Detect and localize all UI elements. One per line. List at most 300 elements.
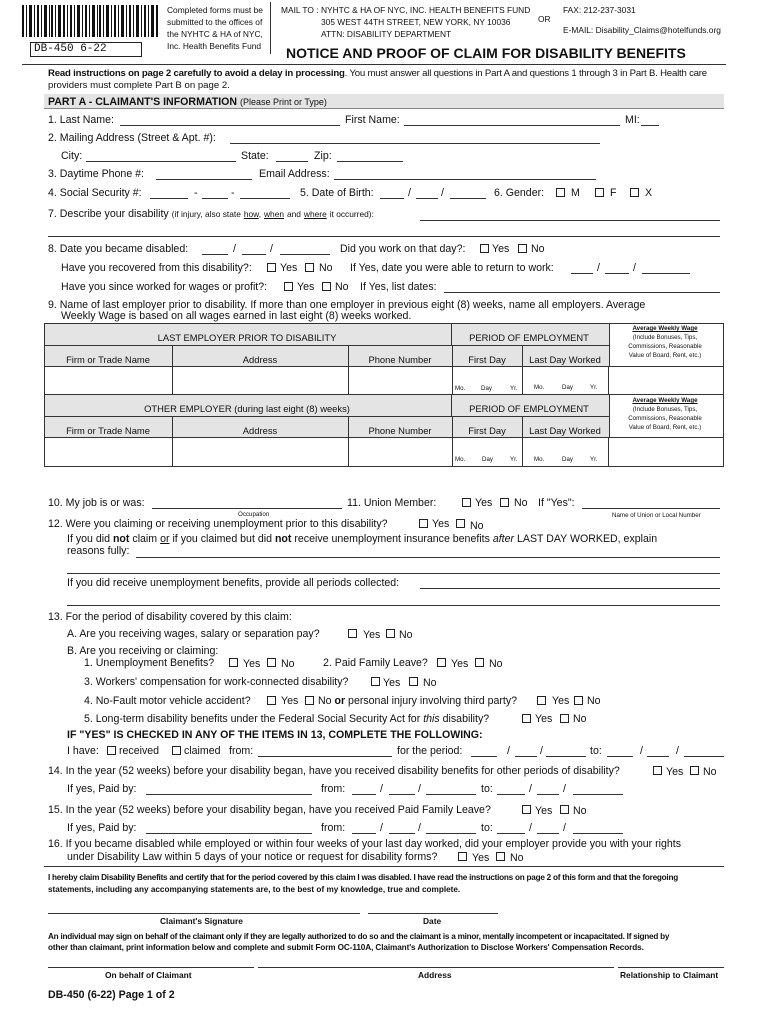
q13b4-third-no-checkbox[interactable] bbox=[574, 696, 583, 705]
first-day-mo-2: Mo. bbox=[455, 456, 466, 463]
first-day-yr-1: Yr. bbox=[510, 385, 518, 392]
address-header-1: Address bbox=[242, 354, 278, 365]
claimant-signature-label: Claimant's Signature bbox=[160, 916, 243, 926]
col-divider-1d bbox=[522, 345, 523, 395]
from-label: from: bbox=[229, 745, 254, 757]
q13b4-text-a: 4. No-Fault motor vehicle accident? bbox=[84, 695, 251, 707]
part-a-subtitle: (Please Print or Type) bbox=[240, 97, 327, 107]
return-date-slash-2: / bbox=[633, 262, 636, 274]
page-footer: DB-450 (6-22) Page 1 of 2 bbox=[48, 989, 175, 1001]
ssn-field-3[interactable] bbox=[240, 198, 290, 199]
email-address: E-MAIL: Disability_Claims@hotelfunds.org bbox=[563, 25, 721, 35]
gender-label: 6. Gender: bbox=[494, 187, 545, 199]
work-that-day-yes-label: Yes bbox=[492, 243, 510, 255]
q14-to-slash-1: / bbox=[529, 783, 532, 795]
q7-and: and bbox=[286, 209, 301, 219]
q12-text-e: LAST DAY WORKED, explain bbox=[517, 533, 658, 545]
q13-if-yes-heading: IF "YES" IS CHECKED IN ANY OF THE ITEMS IN 13, COMPLETE THE FOLLOWING: bbox=[67, 729, 483, 741]
dob-day[interactable] bbox=[416, 198, 438, 199]
q13b2-no-label: No bbox=[489, 658, 503, 670]
q9-line-2: Weekly Wage is based on all wages earned in last eight (8) weeks worked. bbox=[61, 310, 412, 322]
return-date-label: If Yes, date you were able to return to work: bbox=[350, 262, 554, 274]
q12-not: not bbox=[112, 533, 130, 545]
q13b1-no-label: No bbox=[281, 658, 295, 670]
mail-to-line-3: ATTN: DISABILITY DEPARTMENT bbox=[321, 29, 452, 39]
q12-after: after bbox=[492, 533, 515, 545]
phone-input-1[interactable] bbox=[349, 367, 451, 394]
barcode bbox=[22, 5, 158, 37]
q14-no-checkbox[interactable] bbox=[690, 766, 699, 775]
q12-label: 12. Were you claiming or receiving unemployment prior to this disability? bbox=[48, 518, 388, 530]
ssn-field-2[interactable] bbox=[202, 198, 228, 199]
q7-how: how bbox=[243, 209, 259, 219]
intro-rest: . You must answer all questions in Part A and questions 1 through 3 in Part B. Health care bbox=[344, 68, 707, 79]
q13b4-third-yes-checkbox[interactable] bbox=[537, 696, 546, 705]
address-input-2[interactable] bbox=[173, 439, 347, 466]
city-field[interactable] bbox=[86, 161, 236, 162]
ssn-dash-2: - bbox=[231, 187, 235, 199]
state-label: State: bbox=[241, 150, 269, 162]
job-field[interactable] bbox=[152, 508, 342, 509]
q14-paid-by-field[interactable] bbox=[146, 794, 312, 795]
q13b2-no-checkbox[interactable] bbox=[475, 658, 484, 667]
first-name-field[interactable] bbox=[404, 125, 620, 126]
list-dates-field[interactable] bbox=[444, 292, 720, 293]
period-of-employment-2: PERIOD OF EMPLOYMENT bbox=[469, 403, 589, 414]
mi-label: MI: bbox=[625, 114, 640, 126]
q14-label: 14. In the year (52 weeks) before your disability began, have you received disability benefits for other periods of disability? bbox=[48, 765, 620, 777]
q13b1-yes-checkbox[interactable] bbox=[229, 658, 238, 667]
date-disabled-label: 8. Date you became disabled: bbox=[48, 243, 189, 255]
behalf-address-label: Address bbox=[418, 970, 452, 980]
q16-no-label: No bbox=[510, 852, 524, 864]
last-day-yr-1: Yr. bbox=[590, 384, 598, 391]
other-employer-title: OTHER EMPLOYER (during last eight (8) weeks) bbox=[144, 403, 350, 414]
zip-label: Zip: bbox=[314, 150, 332, 162]
list-dates-label: If Yes, list dates: bbox=[360, 281, 437, 293]
q14-to-year[interactable] bbox=[573, 794, 623, 795]
gender-f-label: F bbox=[610, 187, 617, 199]
q12-text-a: If you did bbox=[67, 533, 110, 545]
q13b4-no-label: No bbox=[318, 695, 332, 707]
recovered-yes-label: Yes bbox=[280, 262, 298, 274]
last-employer-title: LAST EMPLOYER PRIOR TO DISABILITY bbox=[157, 332, 337, 343]
recovered-no-label: No bbox=[319, 262, 333, 274]
received-checkbox[interactable] bbox=[107, 746, 116, 755]
q15-from-year[interactable] bbox=[426, 833, 476, 834]
relationship-label: Relationship to Claimant bbox=[620, 970, 719, 980]
period-from-day[interactable] bbox=[515, 756, 537, 757]
part-a-title bbox=[48, 96, 327, 109]
q7-text-a: 7. Describe your disability bbox=[48, 208, 169, 220]
q14-to-label: to: bbox=[481, 783, 493, 795]
form-code: DB-450 6-22 bbox=[34, 43, 107, 55]
q15-from-slash-1: / bbox=[380, 822, 383, 834]
title-rule bbox=[22, 64, 726, 65]
q12-no-label: No bbox=[470, 520, 484, 532]
first-day-mo-1: Mo. bbox=[455, 385, 466, 392]
q13b5-this: this bbox=[423, 713, 440, 725]
instructions-line-1: Completed forms must be bbox=[167, 5, 263, 15]
form-code-box bbox=[30, 42, 142, 57]
phone-input-2[interactable] bbox=[349, 439, 451, 466]
date-disabled-year[interactable] bbox=[280, 254, 330, 255]
avg-wage-sub-2b: Commissions, Reasonable bbox=[628, 415, 702, 422]
recovered-no-checkbox[interactable] bbox=[305, 263, 314, 272]
behalf-line-2: other than claimant, print information below and complete and submit Form OC-110A, Claimant's Authorization to Disclose Workers' Compensation Records. bbox=[48, 943, 644, 952]
q13-label: 13. For the period of disability covered by this claim: bbox=[48, 611, 292, 623]
union-name-caption: Name of Union or Local Number bbox=[612, 512, 701, 519]
q16-line-2: under Disability Law within 5 days of your notice or request for disability forms? bbox=[67, 851, 438, 863]
q13b5-yes-checkbox[interactable] bbox=[522, 714, 531, 723]
work-that-day-yes-checkbox[interactable] bbox=[480, 244, 489, 253]
avg-wage-sub-2c: Value of Board, Rent, etc.) bbox=[628, 424, 702, 431]
last-day-day-1: Day bbox=[562, 384, 574, 391]
recovered-label: Have you recovered from this disability?: bbox=[61, 262, 252, 274]
q12-or: or bbox=[160, 533, 170, 545]
date-disabled-day[interactable] bbox=[242, 254, 266, 255]
q14-paid-by-label: If yes, Paid by: bbox=[67, 783, 137, 795]
disability-description-label bbox=[48, 208, 374, 221]
firm-header-2: Firm or Trade Name bbox=[66, 425, 150, 436]
q12-periods-field[interactable] bbox=[420, 588, 720, 589]
q13b5-no-checkbox[interactable] bbox=[560, 714, 569, 723]
claimed-label: claimed bbox=[184, 745, 221, 757]
received-label: received bbox=[119, 745, 160, 757]
q15-from-month[interactable] bbox=[352, 833, 376, 834]
period-from-slash-1: / bbox=[507, 745, 510, 757]
worked-since-yes-label: Yes bbox=[297, 281, 315, 293]
q12-no-checkbox[interactable] bbox=[456, 519, 465, 528]
state-field[interactable] bbox=[276, 161, 308, 162]
email-label: Email Address: bbox=[259, 168, 330, 180]
q7-comma: , bbox=[258, 209, 262, 219]
q13a-no-label: No bbox=[399, 629, 413, 641]
on-behalf-field[interactable] bbox=[48, 967, 254, 968]
q13b4-yes-label: Yes bbox=[281, 695, 299, 707]
job-label: 10. My job is or was: bbox=[48, 497, 145, 509]
period-to-slash-2: / bbox=[676, 745, 679, 757]
q7-occurred: it occurred): bbox=[329, 209, 374, 219]
q12-text-b: claim bbox=[132, 533, 158, 545]
dob-slash-2: / bbox=[441, 187, 444, 199]
wage-input-1[interactable] bbox=[609, 367, 722, 394]
q7-where: where bbox=[303, 209, 327, 219]
worked-since-yes-checkbox[interactable] bbox=[284, 282, 293, 291]
gender-m-checkbox[interactable] bbox=[556, 188, 565, 197]
q14-yes-checkbox[interactable] bbox=[653, 766, 662, 775]
dob-year[interactable] bbox=[450, 198, 486, 199]
q16-no-checkbox[interactable] bbox=[496, 852, 505, 861]
for-period-label: for the period: bbox=[397, 745, 463, 757]
q15-yes-label: Yes bbox=[535, 805, 553, 817]
dob-slash-1: / bbox=[408, 187, 411, 199]
ssn-dash-1: - bbox=[194, 187, 198, 199]
q13b4-no-or bbox=[318, 695, 517, 708]
phone-header-1: Phone Number bbox=[368, 354, 432, 365]
instructions-line-3: the NYHTC & HA of NYC, bbox=[167, 29, 263, 39]
first-day-header-1: First Day bbox=[468, 354, 506, 365]
q9-line-1: 9. Name of last employer prior to disability. If more than one employer in previous eight (8) weeks, name all employers. Average bbox=[48, 299, 646, 311]
period-to-year[interactable] bbox=[684, 756, 724, 757]
q16-line-1: 16. If you became disabled while employed or within four weeks of your last day worked, did your employer provide you with your rights bbox=[48, 838, 681, 850]
phone-header-2: Phone Number bbox=[368, 425, 432, 436]
behalf-line-1: An individual may sign on behalf of the claimant only if they are legally authorized to do so and the claimant is a minor, mentally incompetent or incapacitated. If signed by bbox=[48, 932, 670, 941]
last-day-header-1: Last Day Worked bbox=[529, 354, 601, 365]
worked-since-no-label: No bbox=[335, 281, 349, 293]
union-yes-label: Yes bbox=[475, 497, 493, 509]
q13a-yes-checkbox[interactable] bbox=[348, 629, 357, 638]
last-day-yr-2: Yr. bbox=[590, 456, 598, 463]
gender-x-label: X bbox=[645, 187, 653, 199]
recovered-yes-checkbox[interactable] bbox=[267, 263, 276, 272]
signature-date-label: Date bbox=[423, 916, 442, 926]
q13b1-no-checkbox[interactable] bbox=[267, 658, 276, 667]
q13b3-no-label: No bbox=[423, 677, 437, 689]
q15-to-slash-2: / bbox=[563, 822, 566, 834]
q12-reasons-label: reasons fully: bbox=[67, 545, 130, 557]
q13b4-text-c: personal injury involving third party? bbox=[348, 695, 518, 707]
first-name-label: First Name: bbox=[345, 114, 400, 126]
q15-from-day[interactable] bbox=[389, 833, 415, 834]
certify-line-2: statements, including any accompanying statements are, to the best of my knowledge, true and complete. bbox=[48, 885, 461, 894]
intro-line-2: providers must complete Part B on page 2. bbox=[48, 80, 230, 91]
mail-to-line-2: 305 WEST 44TH STREET, NEW YORK, NY 10036 bbox=[321, 17, 511, 27]
period-to-label: to: bbox=[590, 745, 602, 757]
relationship-field[interactable] bbox=[618, 967, 724, 968]
q15-from-slash-2: / bbox=[418, 822, 421, 834]
q12-line-2 bbox=[67, 533, 657, 546]
avg-wage-title-2: Average Weekly Wage bbox=[632, 397, 698, 404]
disability-description-field-2[interactable] bbox=[48, 236, 720, 237]
address-header-2: Address bbox=[242, 425, 278, 436]
q12-yes-label: Yes bbox=[432, 518, 450, 530]
work-that-day-no-checkbox[interactable] bbox=[518, 244, 527, 253]
behalf-address-field[interactable] bbox=[258, 967, 614, 968]
col-divider-2d bbox=[522, 417, 523, 467]
mi-field[interactable] bbox=[641, 125, 659, 126]
q16-yes-checkbox[interactable] bbox=[458, 852, 467, 861]
q14-yes-label: Yes bbox=[666, 766, 684, 778]
q13b5-text-c: disability? bbox=[442, 713, 490, 725]
firm-input-1[interactable] bbox=[45, 367, 171, 394]
zip-field[interactable] bbox=[337, 161, 403, 162]
worked-since-no-checkbox[interactable] bbox=[322, 282, 331, 291]
ssn-field-1[interactable] bbox=[150, 198, 188, 199]
firm-header-1: Firm or Trade Name bbox=[66, 354, 150, 365]
date-disabled-slash-1: / bbox=[233, 243, 236, 255]
q15-from-label: from: bbox=[321, 822, 346, 834]
q14-from-label: from: bbox=[321, 783, 346, 795]
avg-wage-sub-1c: Value of Board, Rent, etc.) bbox=[628, 352, 702, 359]
q13b4-third-no-label: No bbox=[587, 695, 601, 707]
phone-field[interactable] bbox=[156, 179, 252, 180]
date-disabled-month[interactable] bbox=[202, 254, 228, 255]
col-divider-2c bbox=[452, 417, 453, 467]
q13b3-yes-label: Yes bbox=[383, 677, 401, 689]
q13b3-no-checkbox[interactable] bbox=[409, 677, 418, 686]
form-title: NOTICE AND PROOF OF CLAIM FOR DISABILITY BENEFITS bbox=[286, 45, 686, 61]
q16-yes-label: Yes bbox=[472, 852, 490, 864]
q14-to-slash-2: / bbox=[563, 783, 566, 795]
gender-f-checkbox[interactable] bbox=[595, 188, 604, 197]
dob-label: 5. Date of Birth: bbox=[300, 187, 374, 199]
disability-description-field-1[interactable] bbox=[420, 220, 720, 221]
union-if-yes-label: If "Yes": bbox=[538, 497, 575, 509]
last-day-day-2: Day bbox=[562, 456, 574, 463]
q15-to-year[interactable] bbox=[573, 833, 623, 834]
q12-periods-field-2[interactable] bbox=[67, 605, 720, 606]
claimant-signature-field[interactable] bbox=[48, 913, 360, 914]
q12-yes-checkbox[interactable] bbox=[419, 519, 428, 528]
q13b4-no-checkbox[interactable] bbox=[305, 696, 314, 705]
q15-paid-by-label: If yes, Paid by: bbox=[67, 822, 137, 834]
q13b4-label bbox=[84, 695, 251, 708]
period-to-month[interactable] bbox=[607, 756, 633, 757]
q7-when: when bbox=[264, 209, 285, 219]
period-of-employment-1: PERIOD OF EMPLOYMENT bbox=[469, 332, 589, 343]
first-day-yr-2: Yr. bbox=[510, 456, 518, 463]
ssn-label: 4. Social Security #: bbox=[48, 187, 142, 199]
union-yes-checkbox[interactable] bbox=[462, 498, 471, 507]
q13a-yes-label: Yes bbox=[363, 629, 381, 641]
work-that-day-no-label: No bbox=[531, 243, 545, 255]
q13b2-yes-label: Yes bbox=[451, 658, 469, 670]
q13b3-label: 3. Workers' compensation for work-connected disability? bbox=[84, 676, 349, 688]
return-date-month[interactable] bbox=[571, 273, 593, 274]
period-from-year[interactable] bbox=[546, 756, 586, 757]
q15-label: 15. In the year (52 weeks) before your disability began, have you received Paid Family Leave? bbox=[48, 804, 491, 816]
return-date-day[interactable] bbox=[605, 273, 629, 274]
wage-input-2[interactable] bbox=[609, 439, 722, 466]
q15-to-month[interactable] bbox=[497, 833, 525, 834]
q14-to-month[interactable] bbox=[497, 794, 525, 795]
i-have-label: I have: bbox=[67, 745, 99, 757]
period-to-slash-1: / bbox=[640, 745, 643, 757]
avg-wage-title-1: Average Weekly Wage bbox=[632, 325, 698, 332]
q13b4-third-yes-label: Yes bbox=[552, 695, 570, 707]
address-input-1[interactable] bbox=[173, 367, 347, 394]
q14-to-day[interactable] bbox=[537, 794, 559, 795]
q15-paid-by-field[interactable] bbox=[146, 833, 312, 834]
from-field[interactable] bbox=[258, 756, 392, 757]
q12-text-d: receive unemployment insurance benefits bbox=[294, 533, 490, 545]
part-a-heading: PART A - CLAIMANT'S INFORMATION bbox=[48, 96, 238, 108]
period-to-day[interactable] bbox=[647, 756, 669, 757]
mailing-address-field[interactable] bbox=[230, 143, 600, 144]
last-day-mo-2: Mo. bbox=[534, 456, 545, 463]
q13b5-text-a: 5. Long-term disability benefits under the Federal Social Security Act for bbox=[84, 713, 421, 725]
certify-rule bbox=[44, 866, 724, 867]
q13b3-yes-checkbox[interactable] bbox=[371, 677, 380, 686]
work-that-day-label: Did you work on that day?: bbox=[340, 243, 466, 255]
q12-not-2: not bbox=[274, 533, 292, 545]
q12-text-c: if you claimed but did bbox=[172, 533, 272, 545]
return-date-slash-1: / bbox=[597, 262, 600, 274]
phone-label: 3. Daytime Phone #: bbox=[48, 168, 144, 180]
q13a-label: A. Are you receiving wages, salary or separation pay? bbox=[67, 628, 320, 640]
last-name-label: 1. Last Name: bbox=[48, 114, 114, 126]
occupation-caption: Occupation bbox=[238, 511, 270, 518]
q12-reasons-field-1[interactable] bbox=[136, 557, 720, 558]
q14-from-year[interactable] bbox=[426, 794, 476, 795]
q14-from-slash-2: / bbox=[418, 783, 421, 795]
last-name-field[interactable] bbox=[120, 125, 340, 126]
q13b4-yes-checkbox[interactable] bbox=[267, 696, 276, 705]
last-day-mo-1: Mo. bbox=[534, 384, 545, 391]
q13b2-yes-checkbox[interactable] bbox=[437, 658, 446, 667]
dob-month[interactable] bbox=[380, 198, 404, 199]
q13b5-label bbox=[84, 713, 489, 726]
first-day-day-1: Day bbox=[481, 385, 493, 392]
union-no-checkbox[interactable] bbox=[500, 498, 509, 507]
q14-from-month[interactable] bbox=[352, 794, 376, 795]
avg-wage-sub-2a: (Include Bonuses, Tips, bbox=[632, 406, 698, 413]
instructions-line-2: submitted to the offices of bbox=[167, 17, 263, 27]
mail-to-label: MAIL TO : bbox=[281, 5, 319, 15]
signature-date-field[interactable] bbox=[368, 913, 498, 914]
q12-periods-label: If you did receive unemployment benefits, provide all periods collected: bbox=[67, 577, 400, 589]
q14-from-slash-1: / bbox=[380, 783, 383, 795]
last-day-header-2: Last Day Worked bbox=[529, 425, 601, 436]
avg-wage-sub-1a: (Include Bonuses, Tips, bbox=[632, 334, 698, 341]
city-label: City: bbox=[61, 150, 83, 162]
on-behalf-label: On behalf of Claimant bbox=[105, 970, 192, 980]
certify-line-1: I hereby claim Disability Benefits and certify that for the period covered by this claim I was disabled. I have read the instructions on page 2 of this form and that the foregoing bbox=[48, 873, 678, 882]
col-divider-1c bbox=[452, 345, 453, 395]
first-day-day-2: Day bbox=[482, 456, 494, 463]
barcode-graphic bbox=[22, 5, 158, 37]
gender-x-checkbox[interactable] bbox=[630, 188, 639, 197]
email-field[interactable] bbox=[334, 179, 596, 180]
q15-no-checkbox[interactable] bbox=[560, 805, 569, 814]
q13b2-label: 2. Paid Family Leave? bbox=[323, 657, 428, 669]
q13a-no-checkbox[interactable] bbox=[386, 629, 395, 638]
return-date-year[interactable] bbox=[642, 273, 690, 274]
worked-since-label: Have you since worked for wages or profit?: bbox=[61, 281, 268, 293]
q15-yes-checkbox[interactable] bbox=[522, 805, 531, 814]
first-day-header-2: First Day bbox=[468, 425, 506, 436]
q13b5-yes-label: Yes bbox=[535, 713, 553, 725]
q12-reasons-field-2[interactable] bbox=[67, 573, 720, 574]
q15-to-label: to: bbox=[481, 822, 493, 834]
avg-wage-sub-1b: Commissions, Reasonable bbox=[628, 343, 702, 350]
gender-m-label: M bbox=[571, 187, 580, 199]
q15-to-slash-1: / bbox=[529, 822, 532, 834]
header-divider bbox=[270, 2, 271, 54]
or-label: OR bbox=[538, 14, 551, 24]
q14-no-label: No bbox=[703, 766, 717, 778]
instructions-line-4: Inc. Health Benefits Fund bbox=[167, 41, 262, 51]
firm-input-2[interactable] bbox=[45, 439, 171, 466]
q14-from-day[interactable] bbox=[389, 794, 415, 795]
period-from-month[interactable] bbox=[471, 756, 497, 757]
claimed-checkbox[interactable] bbox=[172, 746, 181, 755]
fax-number: FAX: 212-237-3031 bbox=[563, 5, 636, 15]
q15-to-day[interactable] bbox=[537, 833, 559, 834]
q13b-label: B. Are you receiving or claiming: bbox=[67, 645, 219, 657]
q15-no-label: No bbox=[573, 805, 587, 817]
mailing-address-label: 2. Mailing Address (Street & Apt. #): bbox=[48, 132, 216, 144]
date-disabled-slash-2: / bbox=[270, 243, 273, 255]
period-from-slash-2: / bbox=[540, 745, 543, 757]
q7-text-b: (if injury, also state bbox=[171, 209, 241, 219]
union-no-label: No bbox=[514, 497, 528, 509]
q13b1-label: 1. Unemployment Benefits? bbox=[84, 657, 215, 669]
union-name-field[interactable] bbox=[582, 508, 720, 509]
q13b5-no-label: No bbox=[573, 713, 587, 725]
q13b4-or: or bbox=[334, 695, 346, 707]
